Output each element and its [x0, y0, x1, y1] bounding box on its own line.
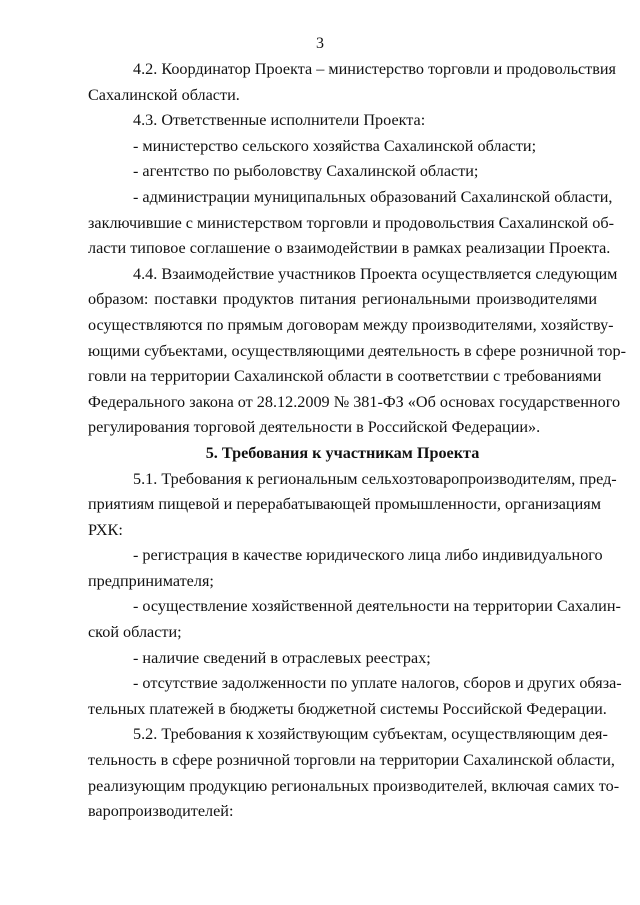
paragraph-4-3: 4.3. Ответственные исполнители Проекта:	[133, 111, 426, 130]
paragraph-4-4-line-1: 4.4. Взаимодействие участников Проекта осуществляется следующим	[133, 264, 618, 283]
list-item-activity-line-1: - осуществление хозяйственной деятельности на территории Сахалин-	[133, 597, 621, 616]
paragraph-4-4-line-4: ющими субъектами, осуществляющими деятельность в сфере розничной тор-	[88, 341, 626, 360]
document-body	[88, 57, 626, 825]
paragraph-4-4-line-5: говли на территории Сахалинской области в соответствии с требованиями	[88, 367, 602, 386]
list-item-debt-line-1: - отсутствие задолженности по уплате налогов, сборов и других обяза-	[133, 674, 622, 693]
list-item-administrations-line-1: - администрации муниципальных образований Сахалинской области,	[133, 187, 613, 206]
paragraph-4-4-line-2: образом: поставки продуктов питания региональными производителями	[88, 290, 597, 309]
paragraph-5-2-line-3: реализующим продукцию региональных производителей, включая самих то-	[88, 776, 620, 795]
list-item-debt-line-2: тельных платежей в бюджеты бюджетной системы Российской Федерации.	[88, 699, 607, 718]
paragraph-4-2-line-1: 4.2. Координатор Проекта – министерство торговли и продовольствия	[133, 60, 616, 78]
list-item-registration-line-2: предпринимателя;	[88, 571, 214, 590]
page-number: 3	[316, 35, 324, 52]
list-item-activity-line-2: ской области;	[88, 623, 182, 642]
list-item-fishery-agency: - агентство по рыболовству Сахалинской области;	[133, 162, 479, 181]
paragraph-5-1-line-2: приятиям пищевой и перерабатывающей промышленности, организациям	[88, 495, 601, 514]
paragraph-5-2-line-1: 5.2. Требования к хозяйствующим субъектам, осуществляющим дея-	[133, 725, 608, 744]
paragraph-5-1-line-1: 5.1. Требования к региональным сельхозтоваропроизводителям, пред-	[133, 469, 617, 488]
list-item-administrations-line-2: заключившие с министерством торговли и продовольствия Сахалинской об-	[88, 213, 614, 232]
list-item-administrations-line-3: ласти типовое соглашение о взаимодействии в рамках реализации Проекта.	[88, 239, 611, 258]
paragraph-5-2-line-2: тельность в сфере розничной торговли на территории Сахалинской области,	[88, 751, 615, 770]
list-item-agriculture-ministry: - министерство сельского хозяйства Сахалинской области;	[133, 136, 537, 155]
paragraph-4-4-line-3: осуществляются по прямым договорам между производителями, хозяйству-	[88, 315, 614, 334]
list-item-registry: - наличие сведений в отраслевых реестрах;	[133, 648, 431, 667]
paragraph-4-4-line-7: регулирования торговой деятельности в Российской Федерации».	[88, 418, 541, 437]
paragraph-4-4-line-6: Федерального закона от 28.12.2009 № 381-ФЗ «Об основах государственного	[88, 392, 621, 411]
paragraph-5-2-line-4: варопроизводителей:	[88, 802, 234, 821]
list-item-registration-line-1: - регистрация в качестве юридического лица либо индивидуального	[133, 546, 603, 565]
paragraph-4-2-line-2: Сахалинской области.	[88, 85, 240, 104]
section-5-heading: 5. Требования к участникам Проекта	[205, 443, 480, 462]
paragraph-5-1-line-3: РХК:	[88, 520, 123, 539]
